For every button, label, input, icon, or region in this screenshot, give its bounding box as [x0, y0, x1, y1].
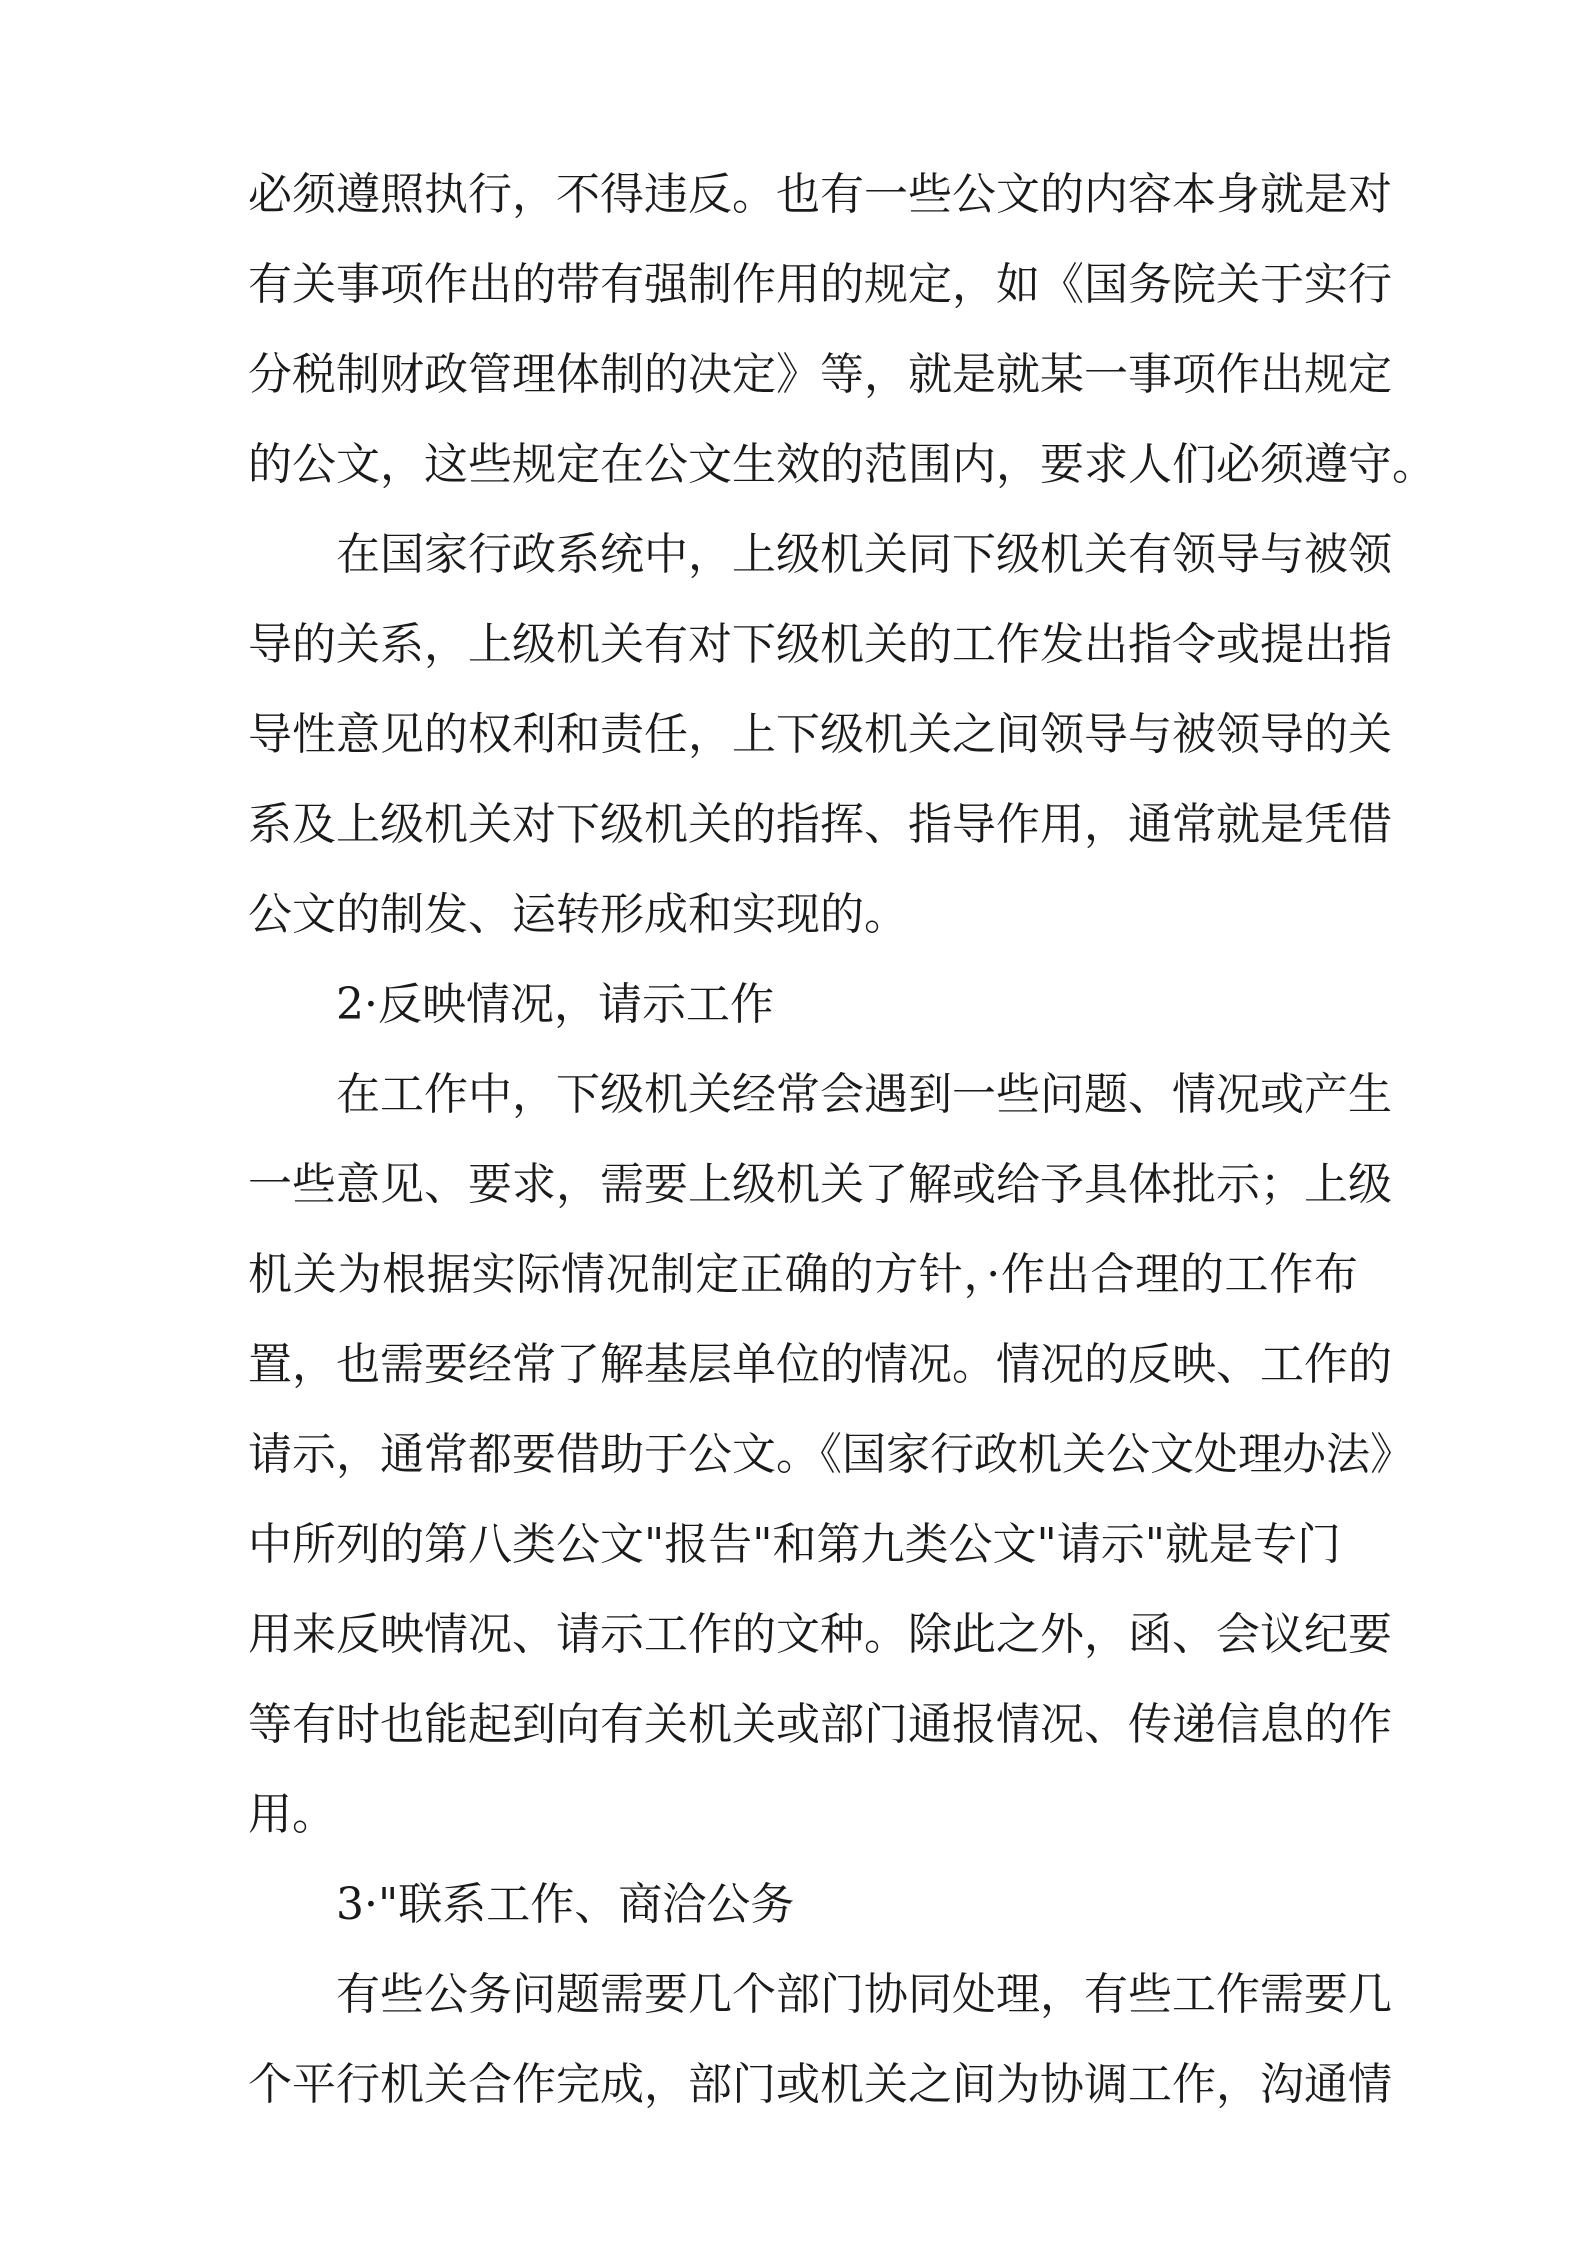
text-line: 等有时也能起到向有关机关或部门通报情况、传递信息的作 — [248, 1699, 1392, 1750]
text-line: 用。 — [248, 1789, 336, 1840]
text-line: 导的关系，上级机关有对下级机关的工作发出指令或提出指 — [248, 619, 1392, 670]
text-line: 分税制财政管理体制的决定》等，就是就某一事项作出规定 — [248, 349, 1392, 400]
text-line: 公文的制发、运转形成和实现的。 — [248, 889, 908, 940]
paragraph-first-line: 有些公务问题需要几个部门协同处理，有些工作需要几 — [336, 1969, 1392, 2020]
text-line: 系及上级机关对下级机关的指挥、指导作用，通常就是凭借 — [248, 799, 1392, 850]
text-line: 用来反映情况、请示工作的文种。除此之外，函、会议纪要 — [248, 1609, 1392, 1660]
text-line: 请示，通常都要借助于公文。《国家行政机关公文处理办法》 — [248, 1429, 1414, 1480]
text-line: 一些意见、要求，需要上级机关了解或给予具体批示；上级 — [248, 1159, 1392, 1210]
section-heading: 3·"联系工作、商洽公务 — [336, 1879, 795, 1930]
text-line: 中所列的第八类公文"报告"和第九类公文"请示"就是专门 — [248, 1519, 1341, 1570]
paragraph-first-line: 在工作中，下级机关经常会遇到一些问题、情况或产生 — [336, 1069, 1392, 1120]
text-line: 个平行机关合作完成，部门或机关之间为协调工作，沟通情 — [248, 2059, 1392, 2110]
text-line: 导性意见的权利和责任，上下级机关之间领导与被领导的关 — [248, 709, 1392, 760]
section-heading: 2·反映情况，请示工作 — [336, 979, 774, 1030]
paragraph-first-line: 在国家行政系统中，上级机关同下级机关有领导与被领 — [336, 529, 1392, 580]
text-line: 的公文，这些规定在公文生效的范围内，要求人们必须遵守。 — [248, 439, 1436, 490]
text-line: 机关为根据实际情况制定正确的方针，·作出合理的工作布 — [248, 1249, 1358, 1300]
text-line: 置，也需要经常了解基层单位的情况。情况的反映、工作的 — [248, 1339, 1392, 1390]
text-line: 有关事项作出的带有强制作用的规定，如《国务院关于实行 — [248, 259, 1392, 310]
text-line: 必须遵照执行，不得违反。也有一些公文的内容本身就是对 — [248, 169, 1392, 220]
